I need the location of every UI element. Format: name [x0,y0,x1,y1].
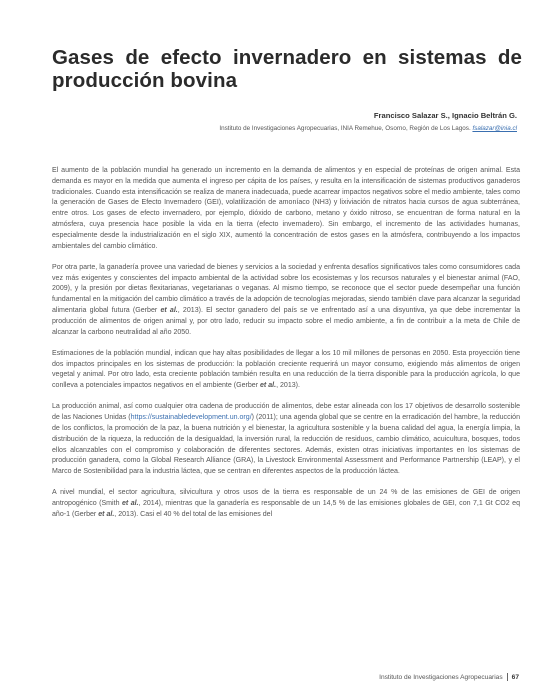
author-email-link[interactable]: fsalazar@inia.cl [472,125,517,132]
citation-et-al: et al. [121,500,139,508]
page-number: 67 [511,673,519,681]
paragraph-2 [52,263,520,339]
un-sdg-link[interactable]: https://sustainabledevelopment.un.org/ [130,414,252,422]
paragraph-5-text-b: , 2014), mientras que la ganadería es responsable de un 14,5 % de las emisiones globales de GEI, con 7,1 Gt CO2 eq año-1 (Gerber [52,500,520,518]
paragraph-1 [52,166,520,252]
citation-et-al: et al. [260,382,277,390]
footer-institution: Instituto de Investigaciones Agropecuarias [379,673,503,681]
paragraph-2-text-b: , 2013). El sector ganadero del país se ve enfrentado así a una disyuntiva, ya que debe incrementar la producción de alimentos de origen animal y, por otro lado, reducir su impacto sobre el medio ambiente, a fin de contribuir a la meta de Chile de alcanzar la carbono neutralidad al año 2050. [52,306,521,336]
article-body [52,166,520,531]
paragraph-1-text: El aumento de la población mundial ha generado un incremento en la demanda de alimentos y en especial de proteínas de origen animal. Esta demanda es mayor en la medida que aumenta el ingreso per cápita de los países, y resulta en la intensificación de sistemas productivos ganaderos tradicionales. Cuando esta intensificación se realiza de manera inadecuada, puede acarrear impactos negativos sobre el medio ambiente, tales como la generación de Gases de Efecto Invernadero (GEI), volatilización de amoníaco (NH3) y lixiviación de nitratos hacia cursos de agua subterránea, entre otros. Los gases de efecto invernadero, por ejemplo, dióxido de carbono, metano y óxido nitroso, se encuentran de forma natural en la atmósfera, cuya presencia hace posible la vida en la tierra (efecto invernadero). Sin embargo, el incremento de las actividades humanas, especialmente desde la industrialización en el siglo XIX, aumentó la concentración de estos gases en la atmósfera, contribuyendo a los impactos ambientales del cambio climático. [52,167,520,250]
citation-et-al: et al. [98,510,115,518]
page-footer [379,673,519,681]
article-title: Gases de efecto invernadero en sistemas de producción bovina [52,46,522,92]
footer-divider [507,673,508,681]
paragraph-3-text-b: , 2013). [276,382,300,390]
paragraph-5 [52,488,520,520]
citation-et-al: et al. [160,306,178,314]
paragraph-2-text-a: Por otra parte, la ganadería provee una variedad de bienes y servicios a la sociedad y enfrenta desafíos significativos tales como consumidores cada vez más exigentes y conscientes del impacto ambiental de la actividad sobre los ecosistemas y los recursos naturales y el bienestar animal (FAO, 2009), y la presión por dietas flexitarianas, vegetarianas o veganas. Al mismo tiempo, se reconoce que el sector puede desempeñar una función fundamental en la mitigación del cambio climático a través de la adopción de tecnologías mejoradas, siendo también clave para alcanzar la seguridad alimentaria global futura (Gerber [52,263,520,314]
paragraph-4-text-b: ) (2011); una agenda global que se centre en la erradicación del hambre, la reducción de los conflictos, la promoción de la paz, la buena nutrición y el bienestar, la agricultura sostenible y la buena calidad del agua, la energía limpia, la distribución de la riqueza, la reducción de la desigualdad, la inversión rural, la reducción de residuos, cambio climático, acuicultura, bosques, todos ellos alcanzables con el compromiso y colaboración de diferentes sectores. Además, existen otras iniciativas importantes en los sistemas de producción ganadera, como la Global Research Alliance (GRA), la Livestock Environmental Assessment and Performance Partnership (LEAP), y el Marco de Sostenibilidad para la industria láctea, que se centran en diferentes aspectos de la producción láctea. [52,414,521,476]
paragraph-3-text-a: Estimaciones de la población mundial, indican que hay altas posibilidades de llegar a los 10 mil millones de personas en 2050. Esta proyección tiene dos impactos principales en los sistemas de producción: la población creciente requerirá un mayor consumo, exigiendo más alimentos de origen vegetal y animal. Por otro lado, esta creciente población también resulta en una reducción de la tierra disponible para la producción agrícola, lo que conlleva a potenciales impactos negativos en el ambiente (Gerber [52,349,520,390]
author-affiliation [219,125,517,132]
paragraph-5-text-a: A nivel mundial, el sector agricultura, silvicultura y otros usos de la tierra es responsable de un 24 % de las emisiones de GEI de origen antropogénico (Smith [52,489,520,508]
article-authors: Francisco Salazar S., Ignacio Beltrán G. [373,111,517,120]
affiliation-text: Instituto de Investigaciones Agropecuarias, INIA Remehue, Osorno, Región de Los Lagos. [219,125,471,132]
paragraph-4 [52,402,520,478]
paragraph-5-text-c: , 2013). Casi el 40 % del total de las emisiones del [114,510,273,518]
paragraph-4-text-a: La producción animal, así como cualquier otra cadena de producción de alimentos, debe estar alineada con los 17 objetivos de desarrollo sostenible de las Naciones Unidas ( [52,403,520,422]
paragraph-3 [52,349,520,392]
